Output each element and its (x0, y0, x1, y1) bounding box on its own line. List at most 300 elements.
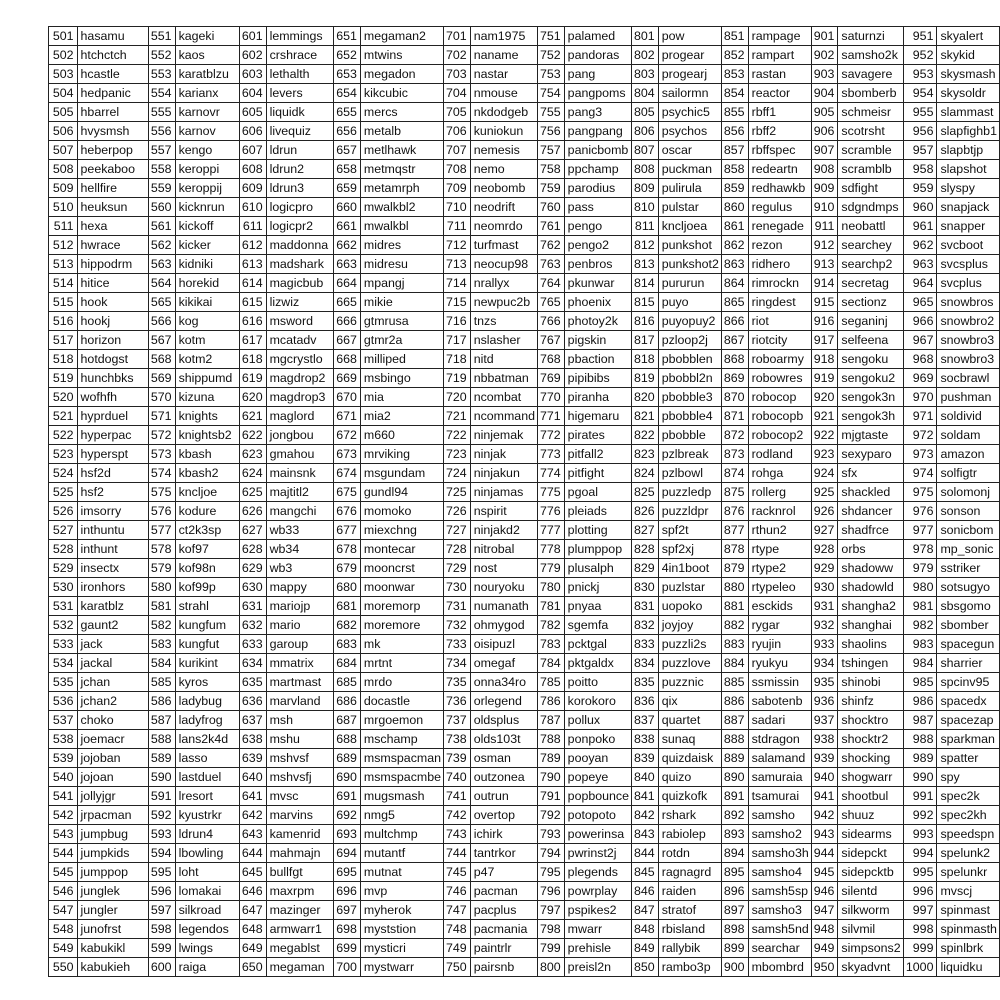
game-name: hsf2 (77, 483, 148, 502)
row-number: 940 (811, 768, 838, 787)
game-name: pbobbl2n (658, 369, 721, 388)
row-number: 703 (444, 65, 471, 84)
table-row (49, 654, 1000, 673)
game-name: bullfgt (266, 863, 334, 882)
game-name: ridhero (748, 255, 811, 274)
row-number: 843 (632, 825, 659, 844)
table-row (49, 293, 1000, 312)
row-number: 581 (148, 597, 175, 616)
game-name: pengo (564, 217, 631, 236)
row-number: 690 (334, 768, 361, 787)
row-number: 529 (49, 559, 78, 578)
row-number: 521 (49, 407, 78, 426)
row-number: 771 (537, 407, 564, 426)
row-number: 639 (239, 749, 266, 768)
row-number: 808 (632, 160, 659, 179)
row-number: 999 (903, 939, 937, 958)
row-number: 931 (811, 597, 838, 616)
game-name: riot (748, 312, 811, 331)
row-number: 727 (444, 521, 471, 540)
game-name: joyjoy (658, 616, 721, 635)
row-number: 658 (334, 160, 361, 179)
game-name: neobomb (470, 179, 537, 198)
row-number: 563 (148, 255, 175, 274)
game-name: kaos (175, 46, 239, 65)
row-number: 992 (903, 806, 937, 825)
row-number: 535 (49, 673, 78, 692)
row-number: 889 (721, 749, 748, 768)
game-name: mystwarr (360, 958, 443, 977)
game-name: prehisle (564, 939, 631, 958)
row-number: 755 (537, 103, 564, 122)
row-number: 512 (49, 236, 78, 255)
row-number: 527 (49, 521, 78, 540)
row-number: 744 (444, 844, 471, 863)
row-number: 738 (444, 730, 471, 749)
row-number: 725 (444, 483, 471, 502)
row-number: 649 (239, 939, 266, 958)
game-name: kof98n (175, 559, 239, 578)
table-row (49, 635, 1000, 654)
table-row (49, 388, 1000, 407)
game-name: racknrol (748, 502, 811, 521)
table-row (49, 730, 1000, 749)
row-number: 975 (903, 483, 937, 502)
game-name: pnickj (564, 578, 631, 597)
game-name: pbobblen (658, 350, 721, 369)
row-number: 528 (49, 540, 78, 559)
row-number: 791 (537, 787, 564, 806)
row-number: 507 (49, 141, 78, 160)
row-number: 950 (811, 958, 838, 977)
game-name: nmouse (470, 84, 537, 103)
table-row (49, 369, 1000, 388)
game-name: jrpacman (77, 806, 148, 825)
row-number: 805 (632, 103, 659, 122)
game-name: ldrun3 (266, 179, 334, 198)
row-number: 781 (537, 597, 564, 616)
row-number: 717 (444, 331, 471, 350)
row-number: 893 (721, 825, 748, 844)
row-number: 935 (811, 673, 838, 692)
game-name: rampage (748, 27, 811, 46)
row-number: 873 (721, 445, 748, 464)
game-name: scramblb (838, 160, 903, 179)
row-number: 580 (148, 578, 175, 597)
game-name: hotdogst (77, 350, 148, 369)
game-name: knights (175, 407, 239, 426)
row-number: 751 (537, 27, 564, 46)
game-name: rampart (748, 46, 811, 65)
row-number: 801 (632, 27, 659, 46)
game-name: puckman (658, 160, 721, 179)
game-name: ladybug (175, 692, 239, 711)
row-number: 757 (537, 141, 564, 160)
row-number: 681 (334, 597, 361, 616)
row-number: 665 (334, 293, 361, 312)
game-name: gtmrusa (360, 312, 443, 331)
game-name: pbobble4 (658, 407, 721, 426)
row-number: 501 (49, 27, 78, 46)
game-name: rollerg (748, 483, 811, 502)
game-name: mario (266, 616, 334, 635)
row-number: 606 (239, 122, 266, 141)
row-number: 988 (903, 730, 937, 749)
game-name: lomakai (175, 882, 239, 901)
game-name: puzznic (658, 673, 721, 692)
game-name: megaman2 (360, 27, 443, 46)
row-number: 922 (811, 426, 838, 445)
row-number: 826 (632, 502, 659, 521)
table-row (49, 711, 1000, 730)
row-number: 630 (239, 578, 266, 597)
row-number: 685 (334, 673, 361, 692)
game-name: shangha2 (838, 597, 903, 616)
row-number: 776 (537, 502, 564, 521)
game-name: silkroad (175, 901, 239, 920)
table-row (49, 483, 1000, 502)
game-name: nouryoku (470, 578, 537, 597)
game-name: shocktr2 (838, 730, 903, 749)
row-number: 644 (239, 844, 266, 863)
row-number: 627 (239, 521, 266, 540)
game-name: kyros (175, 673, 239, 692)
row-number: 698 (334, 920, 361, 939)
row-number: 926 (811, 502, 838, 521)
game-name: pipibibs (564, 369, 631, 388)
game-name: poitto (564, 673, 631, 692)
row-number: 986 (903, 692, 937, 711)
game-name: marvland (266, 692, 334, 711)
game-name: ringdest (748, 293, 811, 312)
game-name: slapshot (937, 160, 1000, 179)
game-name: nastar (470, 65, 537, 84)
row-number: 849 (632, 939, 659, 958)
row-number: 544 (49, 844, 78, 863)
row-number: 886 (721, 692, 748, 711)
game-name: momoko (360, 502, 443, 521)
row-number: 643 (239, 825, 266, 844)
game-name: metmqstr (360, 160, 443, 179)
row-number: 543 (49, 825, 78, 844)
table-row (49, 331, 1000, 350)
row-number: 817 (632, 331, 659, 350)
game-name: samsho4 (748, 863, 811, 882)
row-number: 867 (721, 331, 748, 350)
row-number: 733 (444, 635, 471, 654)
game-name: kof99p (175, 578, 239, 597)
game-name: progear (658, 46, 721, 65)
row-number: 951 (903, 27, 937, 46)
game-name: ryukyu (748, 654, 811, 673)
row-number: 860 (721, 198, 748, 217)
row-number: 759 (537, 179, 564, 198)
game-name: mshvsf (266, 749, 334, 768)
game-name: nitd (470, 350, 537, 369)
row-number: 953 (903, 65, 937, 84)
row-number: 753 (537, 65, 564, 84)
game-name: korokoro (564, 692, 631, 711)
row-number: 789 (537, 749, 564, 768)
row-number: 549 (49, 939, 78, 958)
game-name: powerinsa (564, 825, 631, 844)
table-row (49, 863, 1000, 882)
row-number: 957 (903, 141, 937, 160)
game-name: choko (77, 711, 148, 730)
game-name: jojoban (77, 749, 148, 768)
game-name: pleiads (564, 502, 631, 521)
row-number: 722 (444, 426, 471, 445)
row-number: 930 (811, 578, 838, 597)
game-name: svcplus (937, 274, 1000, 293)
game-name: spinmasth (937, 920, 1000, 939)
game-name: lbowling (175, 844, 239, 863)
game-name: ryujin (748, 635, 811, 654)
row-number: 583 (148, 635, 175, 654)
table-row (49, 787, 1000, 806)
game-name: powrplay (564, 882, 631, 901)
row-number: 655 (334, 103, 361, 122)
game-name: ohmygod (470, 616, 537, 635)
game-name: jchan2 (77, 692, 148, 711)
row-number: 762 (537, 236, 564, 255)
game-name: mazinger (266, 901, 334, 920)
game-name: shocktro (838, 711, 903, 730)
row-number: 884 (721, 654, 748, 673)
game-name: puzlstar (658, 578, 721, 597)
row-number: 682 (334, 616, 361, 635)
row-number: 601 (239, 27, 266, 46)
game-name: spy (937, 768, 1000, 787)
row-number: 706 (444, 122, 471, 141)
game-name: pairsnb (470, 958, 537, 977)
row-number: 985 (903, 673, 937, 692)
row-number: 859 (721, 179, 748, 198)
row-number: 811 (632, 217, 659, 236)
row-number: 510 (49, 198, 78, 217)
row-number: 514 (49, 274, 78, 293)
game-name: ragnagrd (658, 863, 721, 882)
game-name: mtwins (360, 46, 443, 65)
row-number: 652 (334, 46, 361, 65)
row-number: 995 (903, 863, 937, 882)
row-number: 981 (903, 597, 937, 616)
row-number: 620 (239, 388, 266, 407)
table-row (49, 27, 1000, 46)
row-number: 520 (49, 388, 78, 407)
table-row (49, 179, 1000, 198)
row-number: 633 (239, 635, 266, 654)
game-name: ninjamas (470, 483, 537, 502)
table-row (49, 673, 1000, 692)
row-number: 928 (811, 540, 838, 559)
row-number: 623 (239, 445, 266, 464)
game-name: overtop (470, 806, 537, 825)
row-number: 958 (903, 160, 937, 179)
row-number: 794 (537, 844, 564, 863)
row-number: 948 (811, 920, 838, 939)
row-number: 788 (537, 730, 564, 749)
game-name: ponpoko (564, 730, 631, 749)
row-number: 724 (444, 464, 471, 483)
game-name: rotdn (658, 844, 721, 863)
row-number: 828 (632, 540, 659, 559)
row-number: 919 (811, 369, 838, 388)
row-number: 897 (721, 901, 748, 920)
row-number: 646 (239, 882, 266, 901)
table-row (49, 844, 1000, 863)
row-number: 518 (49, 350, 78, 369)
game-name: karnov (175, 122, 239, 141)
game-name: piranha (564, 388, 631, 407)
game-name: puzzli2s (658, 635, 721, 654)
game-name: mvscj (937, 882, 1000, 901)
row-number: 784 (537, 654, 564, 673)
row-number: 693 (334, 825, 361, 844)
table-row (49, 407, 1000, 426)
table-row (49, 255, 1000, 274)
game-name: kog (175, 312, 239, 331)
row-number: 596 (148, 882, 175, 901)
game-name: metlhawk (360, 141, 443, 160)
row-number: 613 (239, 255, 266, 274)
game-name: progearj (658, 65, 721, 84)
row-number: 683 (334, 635, 361, 654)
game-name: redeartn (748, 160, 811, 179)
row-number: 675 (334, 483, 361, 502)
row-number: 648 (239, 920, 266, 939)
row-number: 746 (444, 882, 471, 901)
game-name: pangpang (564, 122, 631, 141)
table-row (49, 445, 1000, 464)
game-name: stratof (658, 901, 721, 920)
game-name: shanghai (838, 616, 903, 635)
game-name: plumppop (564, 540, 631, 559)
row-number: 680 (334, 578, 361, 597)
row-number: 847 (632, 901, 659, 920)
row-number: 640 (239, 768, 266, 787)
row-number: 700 (334, 958, 361, 977)
row-number: 812 (632, 236, 659, 255)
row-number: 595 (148, 863, 175, 882)
game-name: lizwiz (266, 293, 334, 312)
row-number: 695 (334, 863, 361, 882)
row-number: 574 (148, 464, 175, 483)
row-number: 565 (148, 293, 175, 312)
row-number: 598 (148, 920, 175, 939)
row-number: 982 (903, 616, 937, 635)
row-number: 554 (148, 84, 175, 103)
game-name: sotsugyo (937, 578, 1000, 597)
table-row (49, 198, 1000, 217)
table-row (49, 103, 1000, 122)
game-name: kungfum (175, 616, 239, 635)
row-number: 993 (903, 825, 937, 844)
table-row (49, 882, 1000, 901)
game-name: skykid (937, 46, 1000, 65)
game-name: metalb (360, 122, 443, 141)
row-number: 579 (148, 559, 175, 578)
game-name: kabukieh (77, 958, 148, 977)
row-number: 542 (49, 806, 78, 825)
game-name: sdfight (838, 179, 903, 198)
row-number: 621 (239, 407, 266, 426)
game-name: mahmajn (266, 844, 334, 863)
game-name: regulus (748, 198, 811, 217)
row-number: 770 (537, 388, 564, 407)
game-name: rthun2 (748, 521, 811, 540)
row-number: 622 (239, 426, 266, 445)
row-number: 709 (444, 179, 471, 198)
game-name: hyprduel (77, 407, 148, 426)
game-name: selfeena (838, 331, 903, 350)
row-number: 721 (444, 407, 471, 426)
game-name: kodure (175, 502, 239, 521)
game-name: hasamu (77, 27, 148, 46)
game-name: imsorry (77, 502, 148, 521)
game-name: robocop2 (748, 426, 811, 445)
row-number: 714 (444, 274, 471, 293)
row-number: 907 (811, 141, 838, 160)
row-number: 835 (632, 673, 659, 692)
row-number: 881 (721, 597, 748, 616)
row-number: 692 (334, 806, 361, 825)
game-name: outrun (470, 787, 537, 806)
game-name: sengok3h (838, 407, 903, 426)
game-name: msmspacmbe (360, 768, 443, 787)
row-number: 550 (49, 958, 78, 977)
row-number: 968 (903, 350, 937, 369)
game-name: stdragon (748, 730, 811, 749)
game-name: armwarr1 (266, 920, 334, 939)
row-number: 965 (903, 293, 937, 312)
row-number: 536 (49, 692, 78, 711)
row-number: 704 (444, 84, 471, 103)
row-number: 831 (632, 597, 659, 616)
row-number: 803 (632, 65, 659, 84)
game-name: redhawkb (748, 179, 811, 198)
row-number: 552 (148, 46, 175, 65)
game-name: pengo2 (564, 236, 631, 255)
game-name: mainsnk (266, 464, 334, 483)
game-name: pollux (564, 711, 631, 730)
row-number: 661 (334, 217, 361, 236)
game-name: kidniki (175, 255, 239, 274)
game-name: snapper (937, 217, 1000, 236)
game-name: liquidk (266, 103, 334, 122)
row-number: 877 (721, 521, 748, 540)
row-number: 815 (632, 293, 659, 312)
game-name: renegade (748, 217, 811, 236)
row-number: 937 (811, 711, 838, 730)
row-number: 829 (632, 559, 659, 578)
row-number: 960 (903, 198, 937, 217)
game-name: hook (77, 293, 148, 312)
game-name: mvp (360, 882, 443, 901)
table-row (49, 160, 1000, 179)
game-name: rimrockn (748, 274, 811, 293)
row-number: 769 (537, 369, 564, 388)
row-number: 614 (239, 274, 266, 293)
row-number: 758 (537, 160, 564, 179)
game-name: htchctch (77, 46, 148, 65)
game-name: spec2k (937, 787, 1000, 806)
game-name: jack (77, 635, 148, 654)
row-number: 796 (537, 882, 564, 901)
game-name: moremore (360, 616, 443, 635)
row-number: 756 (537, 122, 564, 141)
game-name: jungler (77, 901, 148, 920)
